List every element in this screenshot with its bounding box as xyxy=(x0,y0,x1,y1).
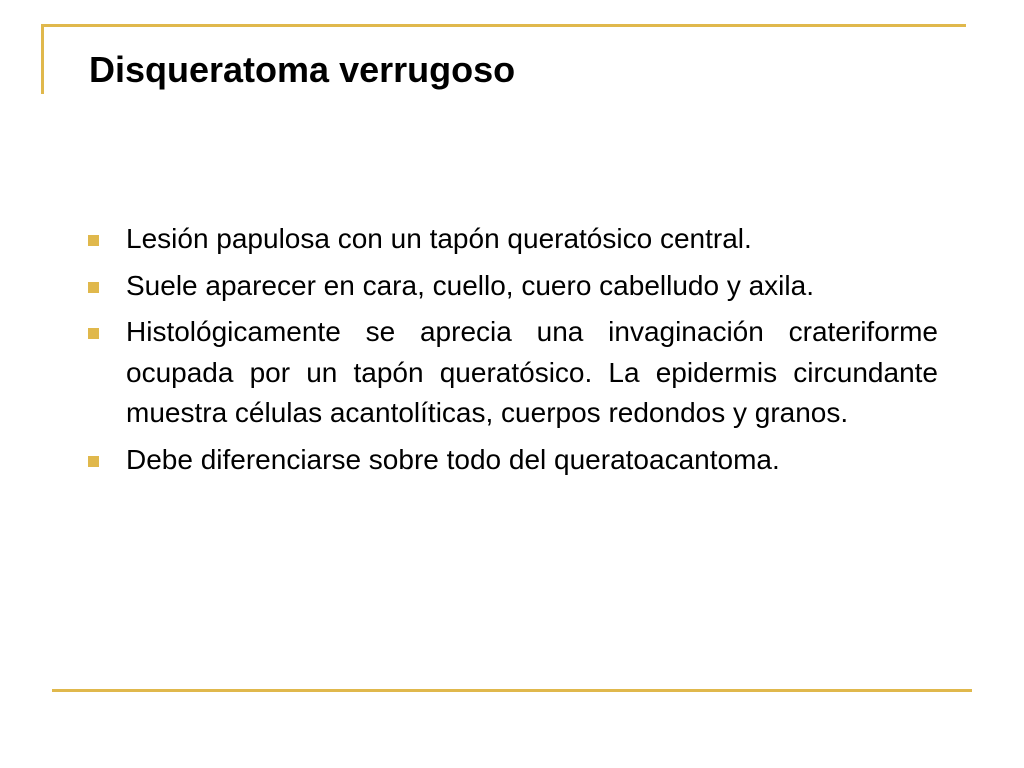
left-accent-line xyxy=(41,24,44,94)
square-bullet-icon xyxy=(88,328,99,339)
bottom-divider xyxy=(52,689,972,692)
bullet-text: Suele aparecer en cara, cuello, cuero cabelludo y axila. xyxy=(126,269,814,301)
bullet-item xyxy=(88,266,938,307)
bullet-item xyxy=(88,219,938,260)
top-divider xyxy=(42,24,966,27)
bullet-text: Debe diferenciarse sobre todo del queratoacantoma. xyxy=(126,443,780,475)
square-bullet-icon xyxy=(88,456,99,467)
bullet-text: Histológicamente se aprecia una invaginación crateriforme ocupada por un tapón queratósico. La epidermis circundante muestra células acantolíticas, cuerpos redondos y granos. xyxy=(126,316,938,428)
square-bullet-icon xyxy=(88,235,99,246)
bullet-list xyxy=(88,219,938,486)
bullet-item xyxy=(88,440,938,481)
slide-title: Disqueratoma verrugoso xyxy=(89,49,516,90)
square-bullet-icon xyxy=(88,282,99,293)
bullet-item xyxy=(88,312,938,434)
bullet-text: Lesión papulosa con un tapón queratósico central. xyxy=(126,223,752,254)
